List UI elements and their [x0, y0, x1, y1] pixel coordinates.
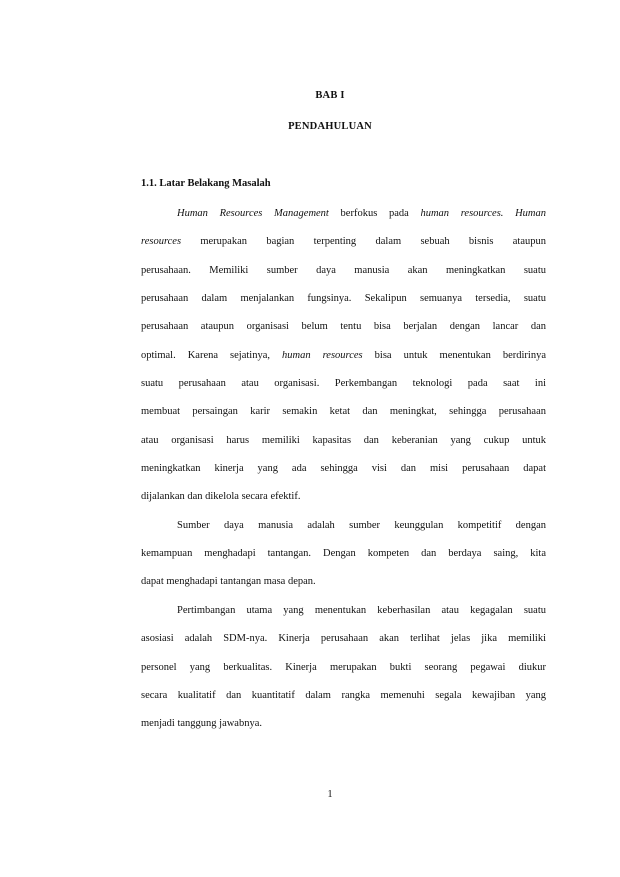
paragraph1-line4: perusahaan dalam menjalankan fungsinya. Sekalipun semuanya tersedia, suatu: [141, 293, 546, 304]
paragraph1-line6: [141, 349, 546, 363]
italic-term: Human Resources Management: [177, 208, 329, 219]
paragraph1-line2: [141, 235, 546, 249]
paragraph2-line2: kemampuan menghadapi tantangan. Dengan kompeten dan berdaya saing, kita: [141, 548, 546, 559]
text-run: merupakan bagian terpenting dalam sebuah bisnis ataupun: [181, 236, 546, 247]
text-run: optimal. Karena sejatinya,: [141, 350, 282, 361]
paragraph1-line5: perusahaan ataupun organisasi belum tentu bisa berjalan dengan lancar dan: [141, 321, 546, 332]
paragraph3-line1: Pertimbangan utama yang menentukan keberhasilan atau kegagalan suatu: [177, 605, 546, 616]
italic-term: Human: [503, 208, 546, 219]
paragraph1-line3: perusahaan. Memiliki sumber daya manusia akan meningkatkan suatu: [141, 265, 546, 276]
italic-term: human resources.: [420, 208, 504, 219]
paragraph3-line3: personel yang berkualitas. Kinerja merupakan bukti seorang pegawai diukur: [141, 662, 546, 673]
italic-term: human resources: [282, 350, 363, 361]
paragraph2-line3: dapat menghadapi tantangan masa depan.: [141, 576, 316, 587]
paragraph2-line1: Sumber daya manusia adalah sumber keunggulan kompetitif dengan: [177, 520, 546, 531]
paragraph1-line9: atau organisasi harus memiliki kapasitas dan keberanian yang cukup untuk: [141, 435, 546, 446]
paragraph3-line5: menjadi tanggung jawabnya.: [141, 718, 263, 729]
chapter-number: BAB I: [315, 90, 345, 101]
text-run: bisa untuk menentukan berdirinya: [362, 350, 546, 361]
italic-term: resources: [141, 236, 182, 247]
section-heading: 1.1. Latar Belakang Masalah: [141, 178, 271, 189]
paragraph1-line10: meningkatkan kinerja yang ada sehingga visi dan misi perusahaan dapat: [141, 463, 546, 474]
paragraph1-line7: suatu perusahaan atau organisasi. Perkembangan teknologi pada saat ini: [141, 378, 546, 389]
chapter-title: PENDAHULUAN: [288, 121, 372, 132]
paragraph1-line11: dijalankan dan dikelola secara efektif.: [141, 491, 301, 502]
text-run: berfokus pada: [328, 208, 421, 219]
paragraph1-line8: membuat persaingan karir semakin ketat dan meningkat, sehingga perusahaan: [141, 406, 546, 417]
paragraph3-line2: asosiasi adalah SDM-nya. Kinerja perusahaan akan terlihat jelas jika memiliki: [141, 633, 546, 644]
paragraph1-line1: [177, 207, 546, 221]
paragraph3-line4: secara kualitatif dan kuantitatif dalam rangka memenuhi segala kewajiban yang: [141, 690, 546, 701]
page-number: 1: [327, 789, 333, 800]
